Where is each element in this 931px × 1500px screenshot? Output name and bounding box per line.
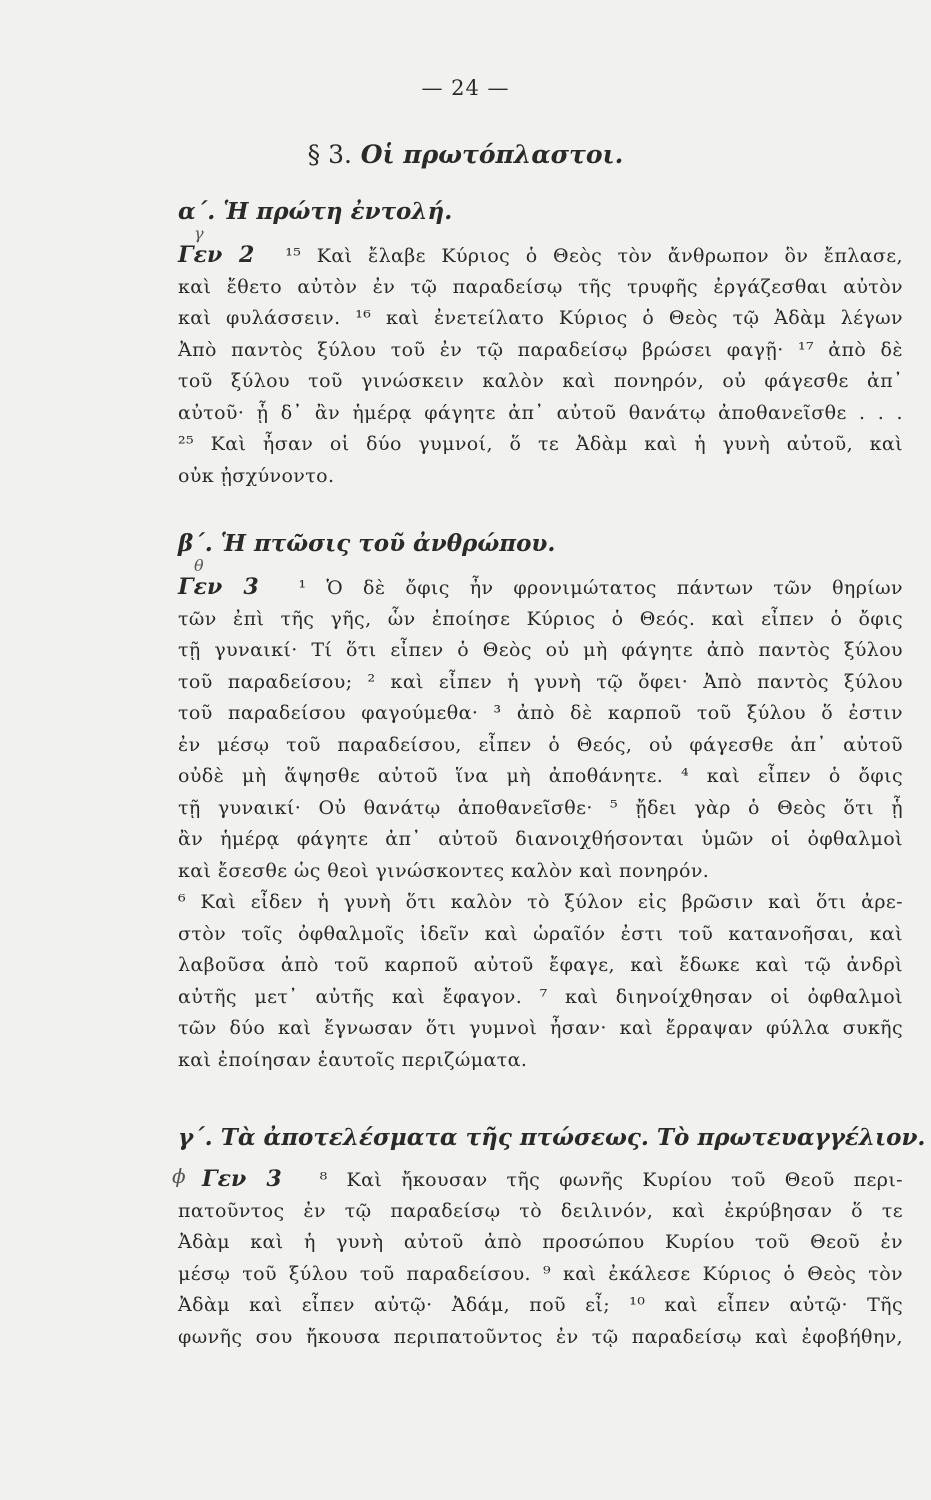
page-number: — 24 —: [421, 76, 510, 100]
section-heading: Οἱ πρωτόπλαστοι.: [360, 140, 624, 169]
text-line: καὶ ἔσεσθε ὡς θεοὶ γινώσκοντες καλὸν καὶ πονηρόν.: [178, 859, 710, 882]
text-line: ἐν μέσῳ τοῦ παραδείσου, εἶπεν ὁ Θεός, οὐ φάγεσθε ἀπ᾽ αὐτοῦ: [178, 733, 903, 756]
text-line: Ἀδὰμ καὶ εἶπεν αὐτῷ· Ἀδάμ, ποῦ εἶ; ¹⁰ καὶ εἶπεν αὐτῷ· Τῆς: [178, 1294, 903, 1316]
passage-fall-of-man: [178, 572, 903, 1076]
scripture-reference: Γεν 2: [178, 242, 255, 268]
text-line: τῶν ἐπὶ τῆς γῆς, ὧν ἐποίησε Κύριος ὁ Θεός. καὶ εἶπεν ὁ ὄφις: [178, 607, 903, 630]
text-line: τοῦ παραδείσου; ² καὶ εἶπεν ἡ γυνὴ τῷ ὄφει· Ἀπὸ παντὸς ξύλου: [178, 670, 903, 693]
text-line: Ἀδὰμ καὶ ἡ γυνὴ αὐτοῦ ἀπὸ προσώπου Κυρίου τοῦ Θεοῦ ἐν: [178, 1231, 903, 1253]
scripture-reference: Γεν 3: [202, 1166, 282, 1192]
text-line: τοῦ παραδείσου φαγούμεθα· ³ ἀπὸ δὲ καρποῦ τοῦ ξύλου ὅ ἐστιν: [178, 702, 903, 724]
section-number: § 3.: [307, 140, 352, 169]
text-line: Γεν 2 ¹⁵ Καὶ ἔλαβε Κύριος ὁ Θεὸς τὸν ἄνθρωπον ὃν ἔπλασε,: [178, 242, 903, 268]
text-line: Γεν 3 ⁸ Καὶ ἤκουσαν τῆς φωνῆς Κυρίου τοῦ Θεοῦ περι-: [178, 1164, 903, 1196]
margin-mark-a: γ: [194, 224, 204, 243]
text-line: ²⁵ Καὶ ἦσαν οἱ δύο γυμνοί, ὅ τε Ἀδὰμ καὶ ἡ γυνὴ αὐτοῦ, καὶ: [178, 433, 903, 455]
text-line: καὶ ἔθετο αὐτὸν ἐν τῷ παραδείσῳ τῆς τρυφῆς ἐργάζεσθαι αὐτὸν: [178, 275, 903, 298]
passage-first-commandment: [178, 240, 903, 492]
text-line: καὶ ἐποίησαν ἑαυτοῖς περιζώματα.: [178, 1048, 528, 1071]
text-line: τῇ γυναικί· Οὐ θανάτῳ ἀποθανεῖσθε· ⁵ ᾔδει γὰρ ὁ Θεὸς ὅτι ᾗ: [178, 796, 903, 819]
section-title: [0, 140, 931, 169]
text-line: ἂν ἡμέρᾳ φάγητε ἀπ᾽ αὐτοῦ διανοιχθήσονται ὑμῶν οἱ ὀφθαλμοὶ: [178, 828, 903, 850]
subheading-first-commandment: α΄. Ἡ πρώτη ἐντολή.: [178, 198, 453, 225]
subheading-results-of-fall: γ΄. Τὰ ἀποτελέσματα τῆς πτώσεως. Τὸ πρωτευαγγέλιον.: [178, 1124, 926, 1151]
text-line: αὐτοῦ· ᾗ δ᾽ ἂν ἡμέρᾳ φάγητε ἀπ᾽ αὐτοῦ θανάτῳ ἀποθανεῖσθε . . .: [178, 401, 903, 424]
text-line: οὐκ ᾐσχύνοντο.: [178, 464, 335, 487]
subheading-fall-of-man: β΄. Ἡ πτῶσις τοῦ ἀνθρώπου.: [178, 530, 556, 557]
text-line: φωνῆς σου ἤκουσα περιπατοῦντος ἐν τῷ παραδείσῳ καὶ ἐφοβήθην,: [178, 1325, 903, 1348]
text-line: Ἀπὸ παντὸς ξύλου τοῦ ἐν τῷ παραδείσῳ βρώσει φαγῇ· ¹⁷ ἀπὸ δὲ: [178, 338, 903, 361]
text-line: τοῦ ξύλου τοῦ γινώσκειν καλὸν καὶ πονηρόν, οὐ φάγεσθε ἀπ᾽: [178, 370, 903, 392]
margin-mark-b: θ: [194, 556, 204, 575]
text-line: ⁶ Καὶ εἶδεν ἡ γυνὴ ὅτι καλὸν τὸ ξύλον εἰς βρῶσιν καὶ ὅτι ἀρε-: [178, 891, 903, 913]
text-line: στὸν τοῖς ὀφθαλμοῖς ἰδεῖν καὶ ὡραῖόν ἐστι τοῦ κατανοῆσαι, καὶ: [178, 922, 903, 945]
scripture-reference: Γεν 3: [178, 574, 259, 600]
passage-results-of-fall: [178, 1164, 903, 1353]
text-line: τῶν δύο καὶ ἔγνωσαν ὅτι γυμνοὶ ἦσαν· καὶ ἔρραψαν φύλλα συκῆς: [178, 1017, 903, 1039]
margin-mark-c: ϕ: [172, 1164, 186, 1188]
text-line: Γεν 3 ¹ Ὁ δὲ ὄφις ἦν φρονιμώτατος πάντων τῶν θηρίων: [178, 574, 903, 600]
text-line: τῇ γυναικί· Τί ὅτι εἶπεν ὁ Θεὸς οὐ μὴ φάγητε ἀπὸ παντὸς ξύλου: [178, 639, 903, 661]
text-line: οὐδὲ μὴ ἅψησθε αὐτοῦ ἵνα μὴ ἀποθάνητε. ⁴ καὶ εἶπεν ὁ ὄφις: [178, 765, 903, 787]
text-line: καὶ φυλάσσειν. ¹⁶ καὶ ἐνετείλατο Κύριος ὁ Θεὸς τῷ Ἀδὰμ λέγων: [178, 307, 903, 329]
text-line: λαβοῦσα ἀπὸ τοῦ καρποῦ αὐτοῦ ἔφαγε, καὶ ἔδωκε καὶ τῷ ἀνδρὶ: [178, 954, 903, 976]
text-line: πατοῦντος ἐν τῷ παραδείσῳ τὸ δειλινόν, καὶ ἐκρύβησαν ὅ τε: [178, 1199, 903, 1222]
text-line: μέσῳ τοῦ ξύλου τοῦ παραδείσου. ⁹ καὶ ἐκάλεσε Κύριος ὁ Θεὸς τὸν: [178, 1262, 903, 1285]
text-line: αὐτῆς μετ᾽ αὐτῆς καὶ ἔφαγον. ⁷ καὶ διηνοίχθησαν οἱ ὀφθαλμοὶ: [178, 985, 903, 1008]
